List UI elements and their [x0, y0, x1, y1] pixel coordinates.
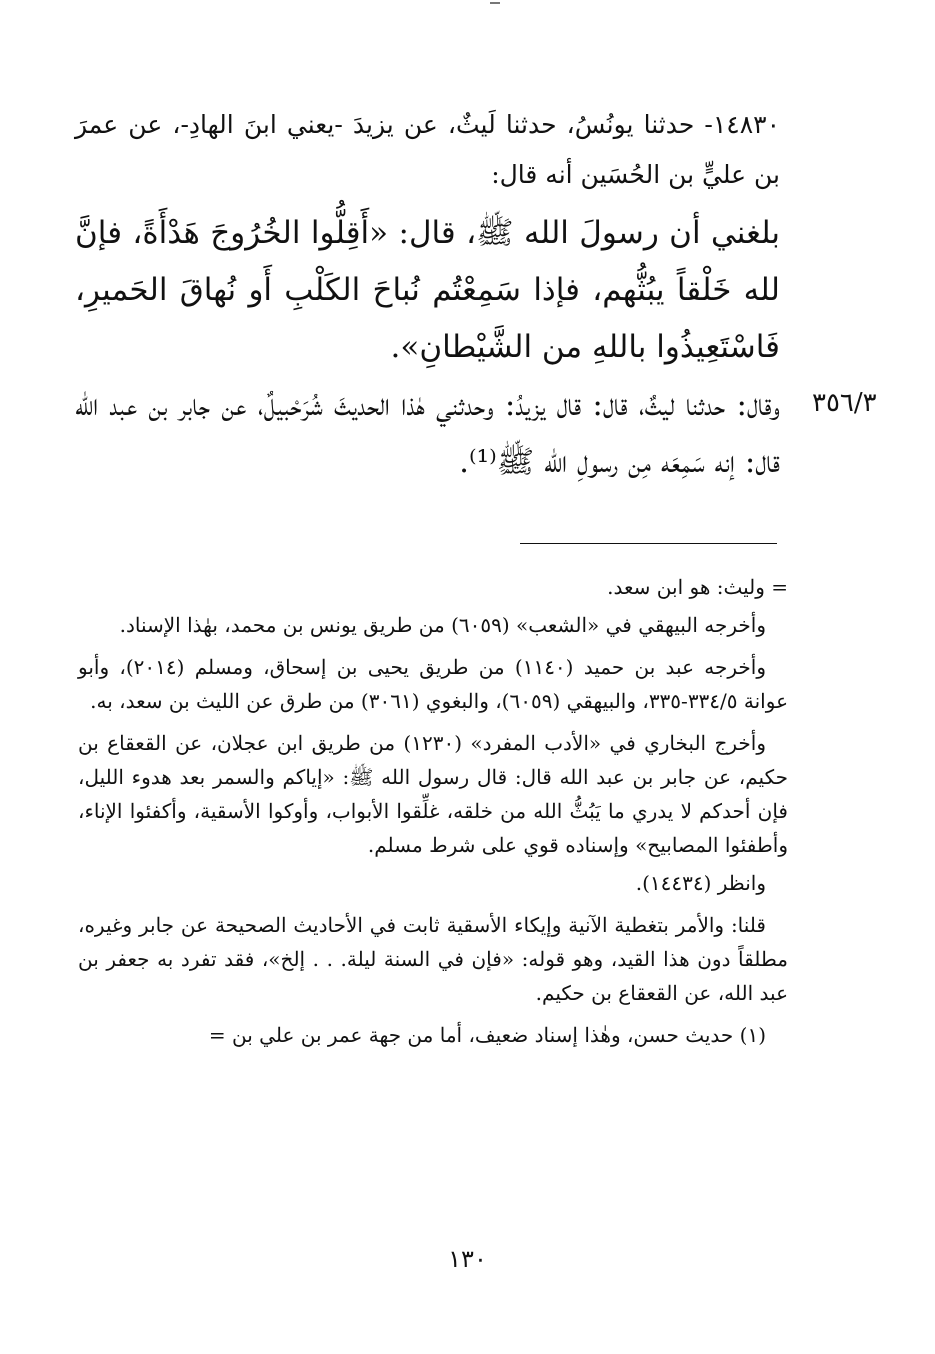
- footnote-1: (١) حديث حسن، وهٰذا إسناد ضعيف، أما من جهة عمر بن علي بن =: [208, 1023, 766, 1047]
- footnote-paragraph: وانظر (١٤٤٣٤).: [635, 871, 766, 895]
- margin-volume-page-reference: ٣٥٦/٣: [812, 388, 877, 418]
- footnote-paragraph: وأخرجه عبد بن حميد (١١٤٠) من طريق يحيى بن إسحاق، ومسلم (٢٠١٤)، وأبو عوانة ٣٣٤/٥-٣٣٥، والبيهقي (٦٠٥٩)، والبغوي (٣٠٦١) من طرق عن الليث بن سعد، به.: [78, 655, 788, 713]
- hadith-second-chain: وقال: حدثنا ليثٌ، قال: قال يزيدُ: وحدثني هٰذا الحديثَ شُرَحْبيلٌ، عن جابر بن عبد الله قال: إنه سَمِعَه مِن رسولِ الله ﷺ⁽¹⁾.: [75, 387, 780, 480]
- footnote-paragraph: وأخرجه البيهقي في «الشعب» (٦٠٥٩) من طريق يونس بن محمد، بهٰذا الإسناد.: [119, 613, 766, 637]
- page-number: ١٣٠: [448, 1245, 487, 1273]
- scan-mark: [490, 2, 500, 4]
- footnotes-section: [78, 570, 788, 1060]
- footnote-separator: [520, 543, 777, 544]
- footnote-paragraph: قلنا: والأمر بتغطية الآنية وإيكاء الأسقية ثابت في الأحاديث الصحيحة عن جابر وغيره، مطلقاً دون هذا القيد، وهو قوله: «فإن في السنة ليلة. . . إلخ»، فقد تفرد به جعفر بن عبد الله، عن القعقاع بن حكيم.: [78, 913, 788, 1005]
- hadith-isnad: ١٤٨٣٠- حدثنا يونُسُ، حدثنا لَيثٌ، عن يزيدَ -يعني ابنَ الهادِ-، عن عمرَ بن عليٍّ بن الحُسَين أنه قال:: [75, 110, 780, 189]
- hadith-matn: بلغني أن رسولَ الله ﷺ، قال: «أَقِلُّوا الخُرُوجَ هَدْأَةً، فإنَّ لله خَلْقاً يبُثُّهم، فإذا سَمِعْتُم نُباحَ الكَلْبِ أَو نُهاقَ الحَميرِ، فَاسْتَعِيذُوا باللهِ من الشَّيْطانِ».: [75, 215, 780, 365]
- footnote-paragraph: وأخرج البخاري في «الأدب المفرد» (١٢٣٠) من طريق ابن عجلان، عن القعقاع بن حكيم، عن جابر بن عبد الله قال: قال رسول الله ﷺ: «إياكم والسمر بعد هدوء الليل، فإن أحدكم لا يدري ما يَبُثُّ الله من خلقه، غلِّقوا الأبواب، وأوكوا الأسقية، وأكفئوا الإناء، وأطفئوا المصابيح» وإسناده قوي على شرط مسلم.: [78, 731, 788, 857]
- footnote-continuation: = وليث: هو ابن سعد.: [607, 575, 788, 599]
